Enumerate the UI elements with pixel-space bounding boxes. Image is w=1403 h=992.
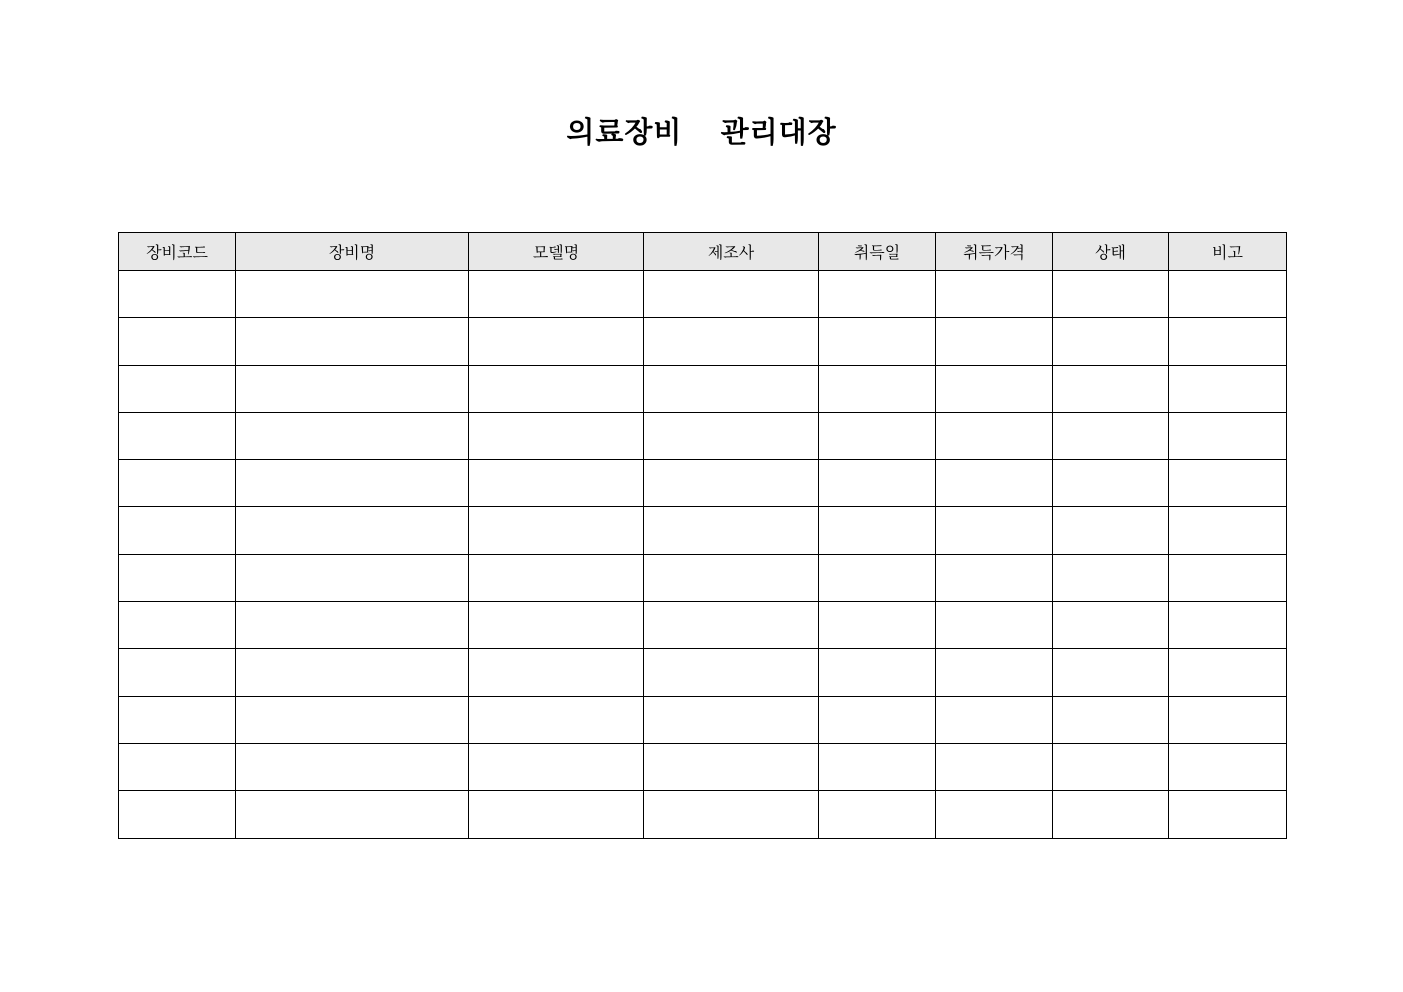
table-row: [119, 460, 1287, 507]
table-cell[interactable]: [236, 365, 469, 412]
table-cell[interactable]: [469, 365, 644, 412]
table-cell[interactable]: [644, 743, 819, 790]
table-cell[interactable]: [119, 649, 236, 696]
table-cell[interactable]: [819, 412, 936, 459]
table-row: [119, 649, 1287, 696]
table-cell[interactable]: [936, 554, 1053, 601]
table-cell[interactable]: [119, 743, 236, 790]
header-acquisition-price: 취득가격: [936, 233, 1053, 271]
header-equipment-code: 장비코드: [119, 233, 236, 271]
table-row: [119, 507, 1287, 554]
table-row: [119, 365, 1287, 412]
table-cell[interactable]: [236, 554, 469, 601]
table-cell[interactable]: [819, 365, 936, 412]
table-cell[interactable]: [936, 649, 1053, 696]
table-cell[interactable]: [1169, 412, 1287, 459]
table-header-row: [119, 233, 1287, 271]
table-cell[interactable]: [644, 271, 819, 318]
table-cell[interactable]: [936, 412, 1053, 459]
table-cell[interactable]: [1169, 507, 1287, 554]
table-cell[interactable]: [236, 507, 469, 554]
table-row: [119, 412, 1287, 459]
table-cell[interactable]: [819, 602, 936, 649]
table-cell[interactable]: [119, 271, 236, 318]
table-cell[interactable]: [1169, 365, 1287, 412]
table-cell[interactable]: [936, 460, 1053, 507]
equipment-ledger-table: [118, 232, 1287, 839]
table-cell[interactable]: [819, 791, 936, 838]
table-cell[interactable]: [1053, 460, 1169, 507]
table-cell[interactable]: [644, 507, 819, 554]
table-cell[interactable]: [119, 696, 236, 743]
table-cell[interactable]: [644, 791, 819, 838]
table-cell[interactable]: [936, 602, 1053, 649]
table-cell[interactable]: [236, 649, 469, 696]
table-cell[interactable]: [119, 507, 236, 554]
table-cell[interactable]: [1053, 602, 1169, 649]
table-cell[interactable]: [819, 743, 936, 790]
table-cell[interactable]: [644, 554, 819, 601]
table-cell[interactable]: [1169, 602, 1287, 649]
table-cell[interactable]: [1053, 412, 1169, 459]
table-cell[interactable]: [1169, 696, 1287, 743]
table-cell[interactable]: [1053, 554, 1169, 601]
table-cell[interactable]: [469, 507, 644, 554]
table-cell[interactable]: [1053, 507, 1169, 554]
table-cell[interactable]: [236, 412, 469, 459]
table-row: [119, 743, 1287, 790]
table-cell[interactable]: [236, 271, 469, 318]
table-cell[interactable]: [236, 460, 469, 507]
table-cell[interactable]: [936, 743, 1053, 790]
table-cell[interactable]: [936, 791, 1053, 838]
table-cell[interactable]: [236, 318, 469, 365]
table-cell[interactable]: [644, 365, 819, 412]
header-acquisition-date: 취득일: [819, 233, 936, 271]
header-equipment-name: 장비명: [236, 233, 469, 271]
table-cell[interactable]: [819, 318, 936, 365]
table-cell[interactable]: [819, 460, 936, 507]
table-cell[interactable]: [1053, 791, 1169, 838]
table-cell[interactable]: [236, 602, 469, 649]
header-manufacturer: 제조사: [644, 233, 819, 271]
table-cell[interactable]: [236, 791, 469, 838]
table-cell[interactable]: [936, 696, 1053, 743]
table-cell[interactable]: [1053, 271, 1169, 318]
table-row: [119, 271, 1287, 318]
table-cell[interactable]: [1169, 271, 1287, 318]
table-row: [119, 696, 1287, 743]
header-model-name: 모델명: [469, 233, 644, 271]
table-cell[interactable]: [469, 696, 644, 743]
table-cell[interactable]: [119, 412, 236, 459]
table-cell[interactable]: [819, 649, 936, 696]
table-cell[interactable]: [469, 460, 644, 507]
table-cell[interactable]: [469, 412, 644, 459]
table-row: [119, 318, 1287, 365]
table-cell[interactable]: [119, 554, 236, 601]
table-cell[interactable]: [1169, 743, 1287, 790]
table-cell[interactable]: [1169, 649, 1287, 696]
table-cell[interactable]: [644, 412, 819, 459]
table-cell[interactable]: [119, 460, 236, 507]
table-cell[interactable]: [469, 271, 644, 318]
table-cell[interactable]: [1053, 318, 1169, 365]
table-cell[interactable]: [1053, 649, 1169, 696]
table-row: [119, 791, 1287, 838]
table-cell[interactable]: [644, 318, 819, 365]
table-cell[interactable]: [644, 602, 819, 649]
table-cell[interactable]: [236, 743, 469, 790]
table-cell[interactable]: [819, 554, 936, 601]
page-title: 의료장비 관리대장: [566, 115, 837, 149]
table-cell[interactable]: [819, 696, 936, 743]
table-cell[interactable]: [469, 318, 644, 365]
table-cell[interactable]: [644, 460, 819, 507]
table-cell[interactable]: [644, 696, 819, 743]
table-cell[interactable]: [1053, 743, 1169, 790]
table-cell[interactable]: [236, 696, 469, 743]
table-body: [119, 271, 1287, 839]
table-cell[interactable]: [1169, 554, 1287, 601]
table-cell[interactable]: [936, 507, 1053, 554]
table-cell[interactable]: [469, 554, 644, 601]
table-cell[interactable]: [1053, 365, 1169, 412]
table-cell[interactable]: [1169, 791, 1287, 838]
table-row: [119, 602, 1287, 649]
table-cell[interactable]: [469, 602, 644, 649]
table-cell[interactable]: [119, 791, 236, 838]
table-cell[interactable]: [936, 365, 1053, 412]
table-cell[interactable]: [819, 507, 936, 554]
table-cell[interactable]: [936, 318, 1053, 365]
table-cell[interactable]: [469, 791, 644, 838]
table-cell[interactable]: [1169, 460, 1287, 507]
table-cell[interactable]: [119, 365, 236, 412]
header-remarks: 비고: [1169, 233, 1287, 271]
table-cell[interactable]: [644, 649, 819, 696]
table-cell[interactable]: [469, 743, 644, 790]
table-cell[interactable]: [119, 602, 236, 649]
table-row: [119, 554, 1287, 601]
table-cell[interactable]: [819, 271, 936, 318]
table-cell[interactable]: [469, 649, 644, 696]
table-cell[interactable]: [936, 271, 1053, 318]
header-status: 상태: [1053, 233, 1169, 271]
table-cell[interactable]: [1053, 696, 1169, 743]
table-cell[interactable]: [119, 318, 236, 365]
table-cell[interactable]: [1169, 318, 1287, 365]
